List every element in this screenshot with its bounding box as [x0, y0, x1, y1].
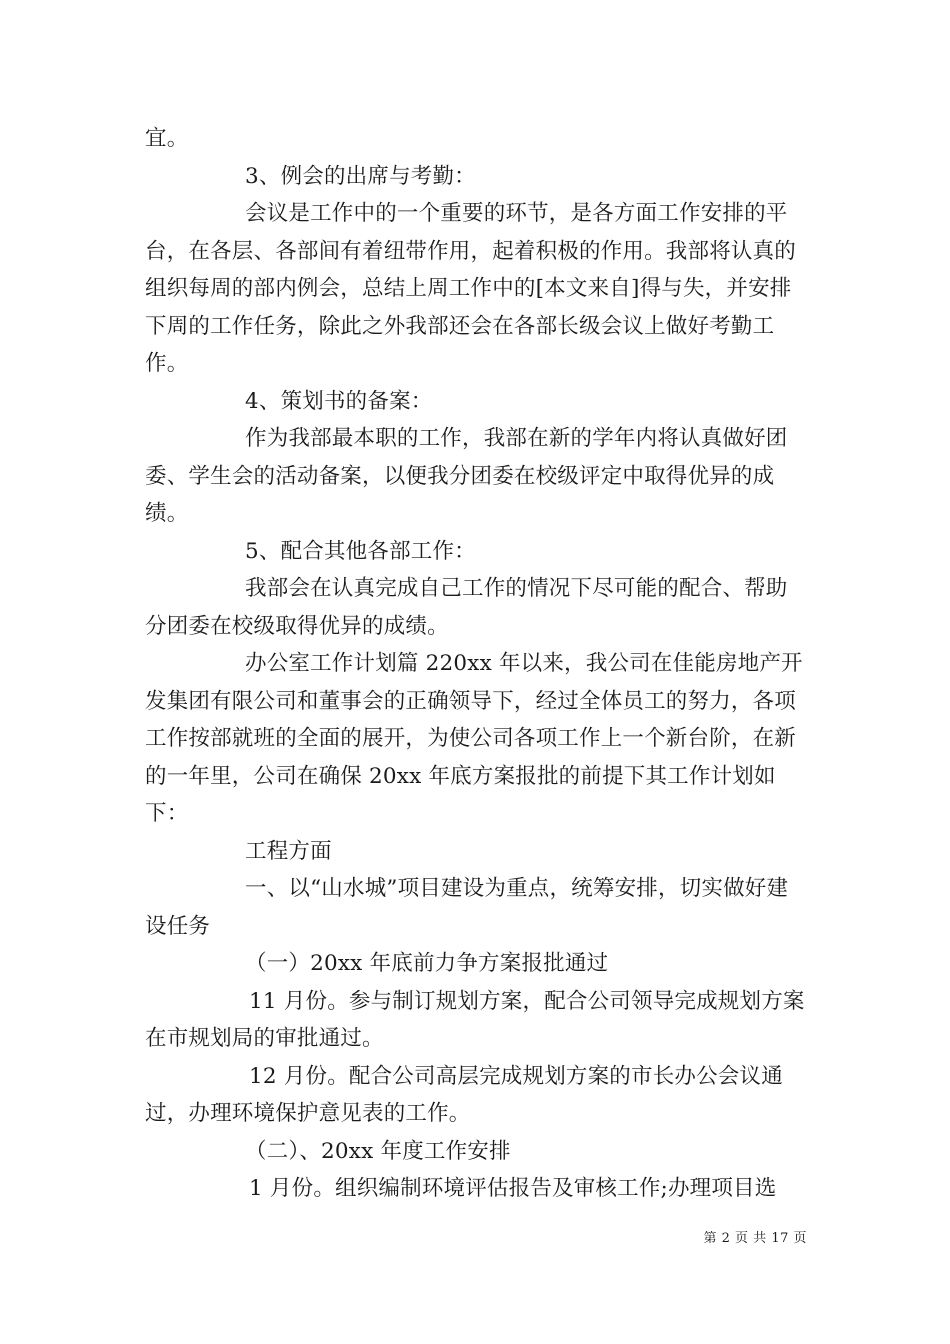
paragraph: 12 月份。配合公司高层完成规划方案的市长办公会议通过，办理环境保护意见表的工作。 [145, 1063, 783, 1126]
section-heading: （二）、20xx 年度工作安排 [245, 1138, 511, 1164]
section-heading: 5、配合其他各部工作： [245, 538, 476, 564]
paragraph: 宜。 [145, 126, 189, 151]
section-heading: （一）20xx 年底前力争方案报批通过 [245, 951, 609, 976]
paragraph: 1 月份。组织编制环境评估报告及审核工作;办理项目选 [249, 1176, 777, 1201]
section-heading: 4、策划书的备案： [245, 388, 433, 414]
paragraph: 办公室工作计划篇 220xx 年以来，我公司在佳能房地产开发集团有限公司和董事会的正确领导下，经过全体员工的努力，各项工作按部就班的全面的展开，为使公司各项工作上一个新台阶，在新的一年里，公司在确保 20xx 年底方案报批的前提下其工作计划如下： [145, 651, 803, 826]
document-body [145, 120, 807, 1208]
paragraph: 我部会在认真完成自己工作的情况下尽可能的配合、帮助分团委在校级取得优异的成绩。 [145, 576, 788, 639]
page-number: 第 2 页 共 17 页 [703, 1231, 807, 1246]
paragraph: 一、以“山水城”项目建设为重点，统筹安排，切实做好建设任务 [145, 876, 789, 939]
section-heading: 工程方面 [245, 838, 332, 864]
paragraph: 11 月份。参与制订规划方案，配合公司领导完成规划方案在市规划局的审批通过。 [145, 988, 805, 1051]
paragraph: 会议是工作中的一个重要的环节，是各方面工作安排的平台，在各层、各部间有着纽带作用，起着积极的作用。我部将认真的组织每周的部内例会，总结上周工作中的[本文来自]得与失，并安排下周的工作任务，除此之外我部还会在各部长级会议上做好考勤工作。 [145, 201, 797, 376]
section-heading: 3、例会的出席与考勤： [245, 163, 476, 189]
paragraph: 作为我部最本职的工作，我部在新的学年内将认真做好团委、学生会的活动备案，以便我分团委在校级评定中取得优异的成绩。 [145, 426, 788, 526]
